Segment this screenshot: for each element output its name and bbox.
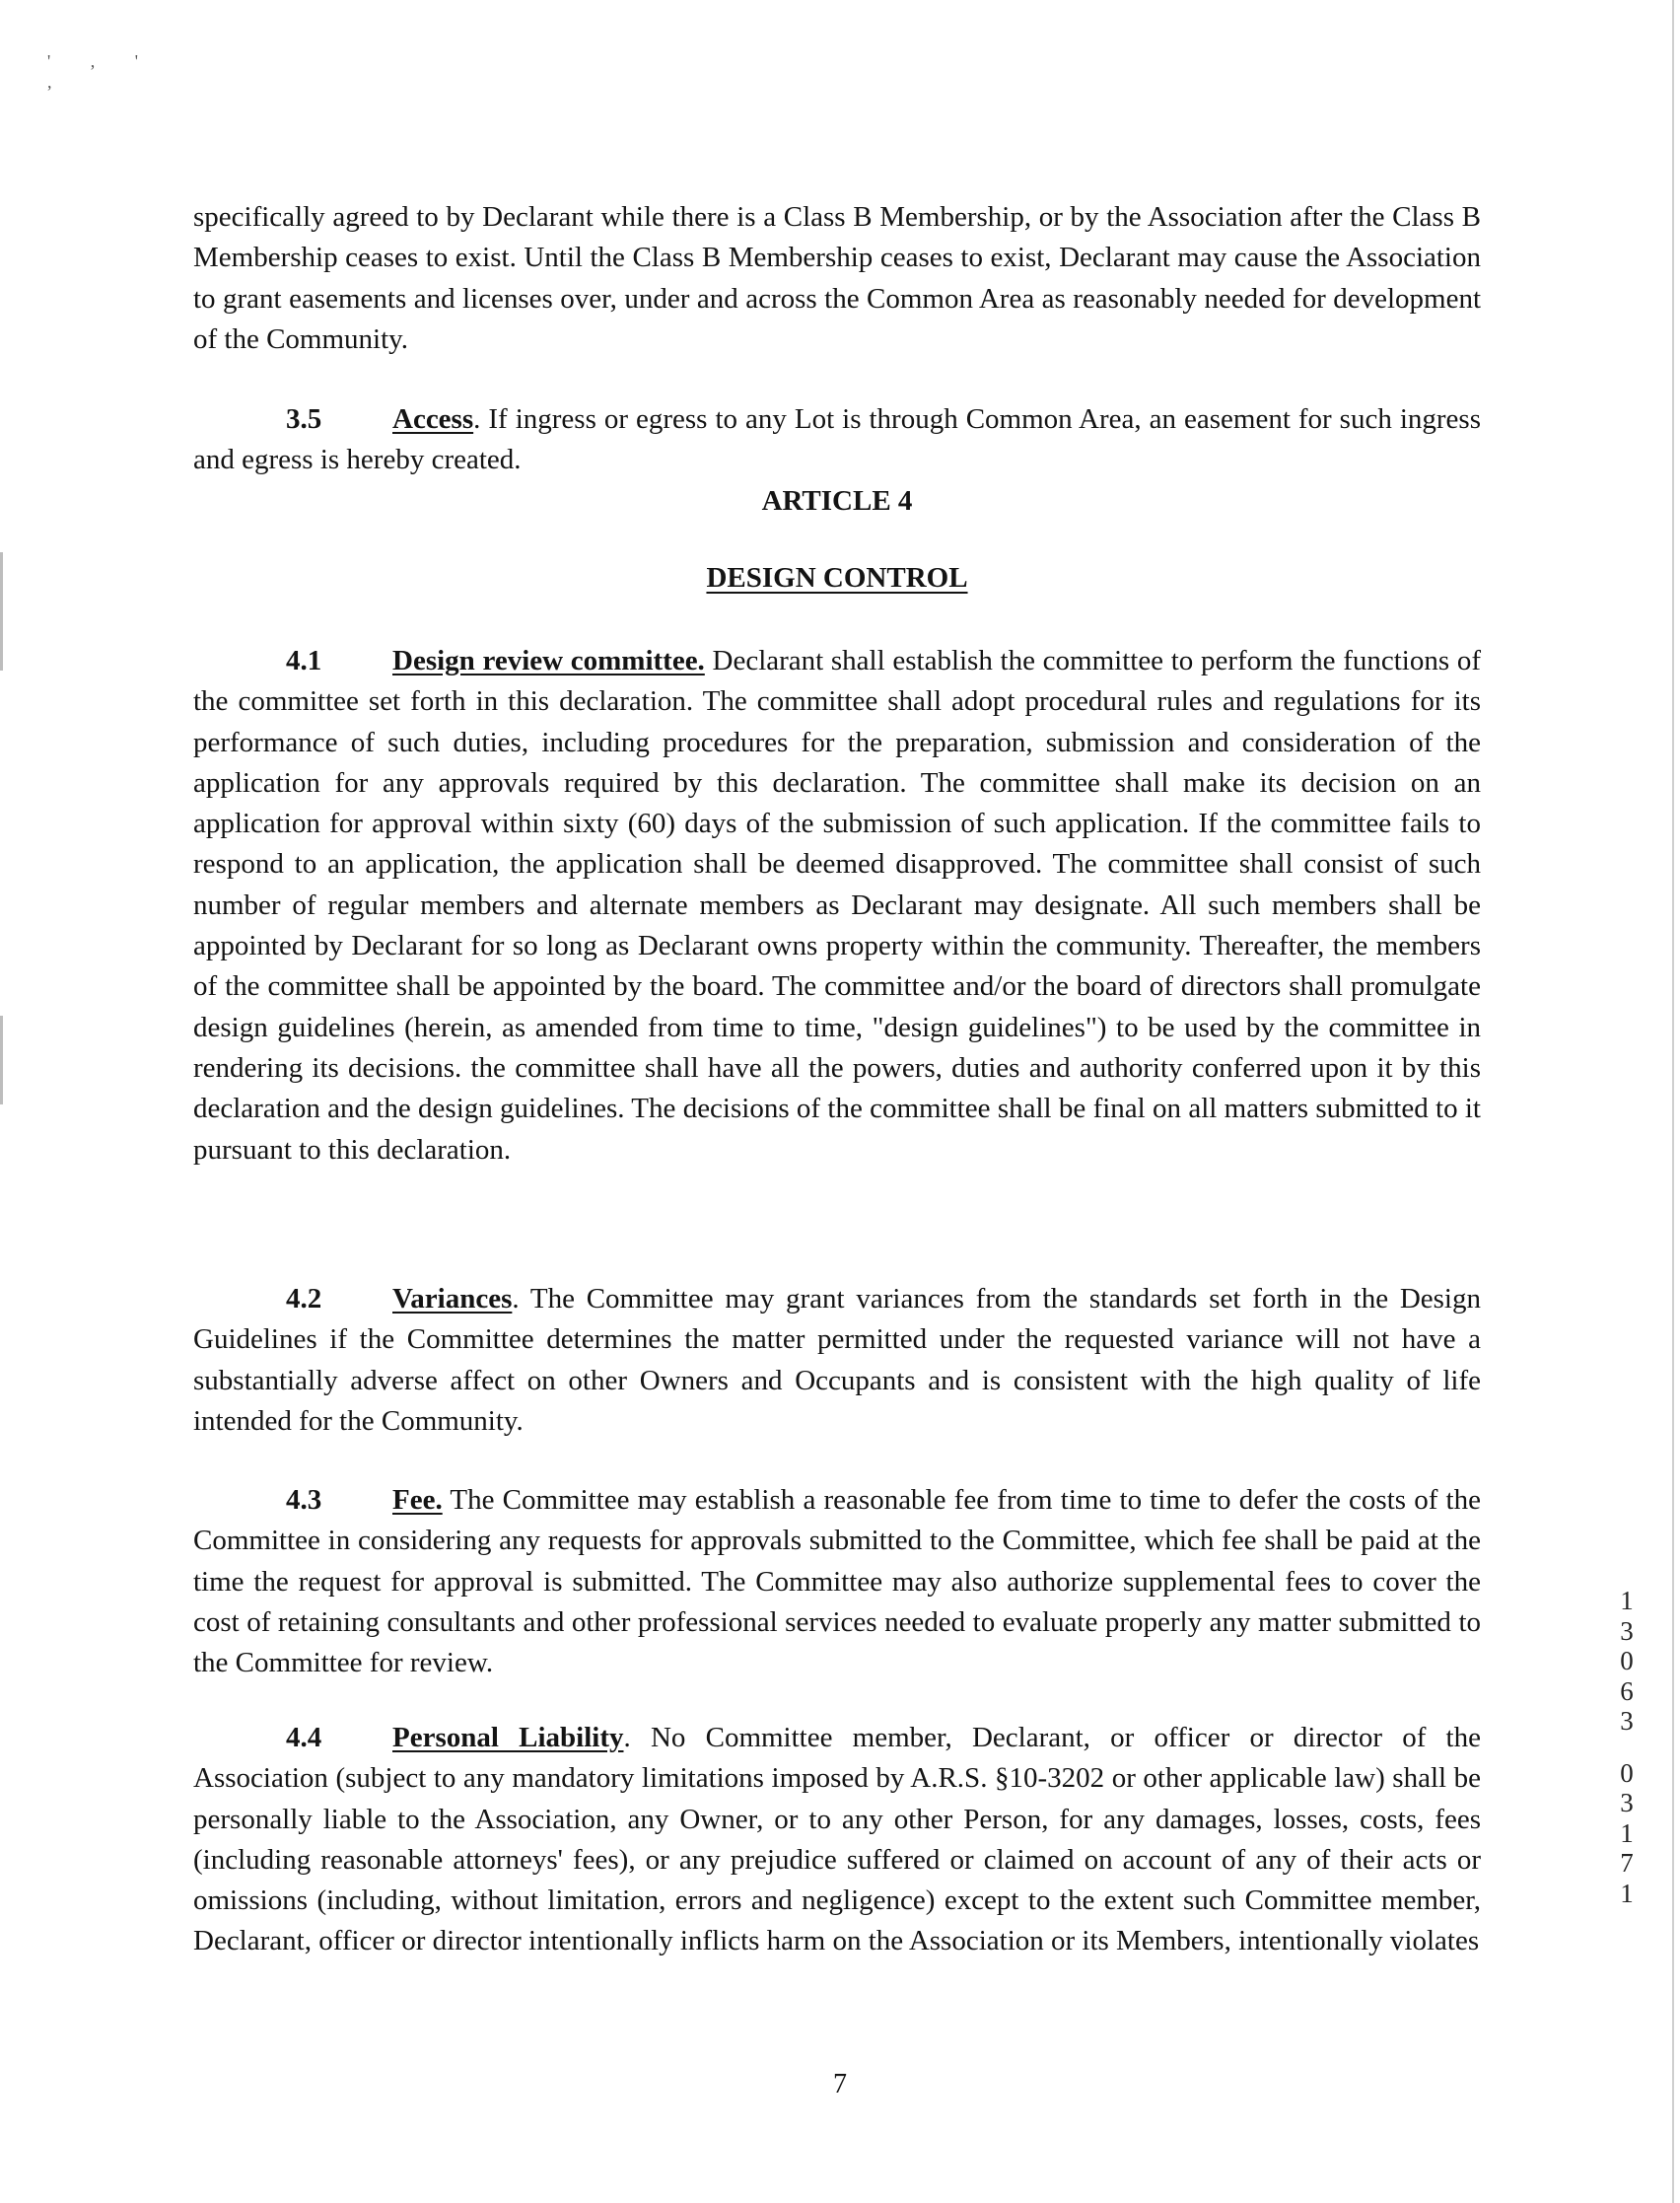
scan-artifact-marks: ' , ' , — [47, 51, 156, 92]
section-text: . The Committee may grant variances from the standards set forth in the Design Guidelines if the Committee determines the matter permitted under the requested variance will not have a substantially adverse affect on other Owners and Occupants and is consistent with the high quality of life intended for the Community. — [193, 1283, 1481, 1437]
recording-digit: 0 — [1620, 1757, 1634, 1788]
section-4-3 — [193, 1480, 1481, 1683]
intro-paragraph: specifically agreed to by Declarant while there is a Class B Membership, or by the Association after the Class B Membership ceases to exist. Until the Class B Membership ceases to exist, Declarant may cause the Association to grant easements and licenses over, under and across the Common Area as reasonably needed for development of the Community. — [193, 201, 1481, 355]
section-4-1-paragraph — [193, 641, 1481, 1171]
section-number: 4.3 — [286, 1484, 322, 1516]
section-4-3-paragraph — [193, 1480, 1481, 1683]
recording-number — [1607, 1586, 1646, 1908]
recording-gap — [1607, 1737, 1646, 1758]
section-4-1 — [193, 641, 1481, 1171]
section-number: 4.1 — [286, 645, 322, 676]
section-text: The Committee may establish a reasonable fee from time to time to defer the costs of the Committee in considering any requests for approvals submitted to the Committee, which fee shall be paid at the time the request for approval is submitted. The Committee may also authorize supplemental fees to cover the cost of retaining consultants and other professional services needed to evaluate properly any matter submitted to the Committee for review. — [193, 1484, 1481, 1679]
section-text: Declarant shall establish the committee to perform the functions of the committee set forth in this declaration. The committee shall adopt procedural rules and regulations for its performance of such duties, including procedures for the preparation, submission and consideration of the application for any approvals required by this declaration. The committee shall make its decision on an application for approval within sixty (60) days of the submission of such application. If the committee fails to respond to an application, the application shall be deemed disapproved. The committee shall consist of such number of regular members and alternate members as Declarant may designate. All such members shall be appointed by Declarant for so long as Declarant owns property within the community. Thereafter, the members of the committee shall be appointed by the board. The committee and/or the board of directors shall promulgate design guidelines (herein, as amended from time to time, "design guidelines") to be used by the committee in rendering its decisions. the committee shall have all the powers, duties and authority conferred upon it by this declaration and the design guidelines. The decisions of the committee shall be final on all matters submitted to it pursuant to this declaration. — [193, 645, 1481, 1166]
section-3-5-paragraph — [193, 399, 1481, 481]
recording-digit: 3 — [1620, 1706, 1634, 1736]
section-3-5 — [193, 399, 1481, 481]
page-number: 7 — [833, 2069, 847, 2099]
section-4-4-paragraph — [193, 1718, 1481, 1962]
scan-edge-mark — [0, 1016, 3, 1104]
section-heading: Design review committee. — [392, 645, 705, 676]
section-4-2 — [193, 1279, 1481, 1442]
section-number: 4.4 — [286, 1722, 322, 1753]
article-title — [193, 562, 1481, 595]
recording-digit: 7 — [1620, 1848, 1634, 1878]
section-text: . No Committee member, Declarant, or officer or director of the Association (subject to any mandatory limitations imposed by A.R.S. §10-3202 or other applicable law) shall be personally liable to the Association, any Owner, or to any other Person, for any damages, losses, costs, fees (including reasonable attorneys' fees), or any prejudice suffered or claimed on account of any of their acts or omissions (including, without limitation, errors and negligence) except to the extent such Committee member, Declarant, officer or director intentionally inflicts harm on the Association or its Members, intentionally violates — [193, 1722, 1481, 1957]
article-label: ARTICLE 4 — [761, 485, 913, 517]
section-heading: Access — [392, 403, 474, 435]
section-number: 3.5 — [286, 403, 322, 435]
recording-digit: 3 — [1620, 1615, 1634, 1646]
recording-digit: 1 — [1620, 1878, 1634, 1908]
scan-edge-mark — [0, 552, 3, 671]
article-title-text: DESIGN CONTROL — [706, 562, 968, 594]
recording-digit: 3 — [1620, 1788, 1634, 1817]
recording-digit: 1 — [1620, 1817, 1634, 1848]
section-heading: Personal Liability — [392, 1722, 624, 1753]
section-number: 4.2 — [286, 1283, 322, 1315]
section-4-4 — [193, 1718, 1481, 1962]
section-heading: Fee. — [392, 1484, 443, 1516]
intro-paragraph-block — [193, 197, 1481, 360]
section-4-2-paragraph — [193, 1279, 1481, 1442]
section-text: . If ingress or egress to any Lot is through Common Area, an easement for such ingress and egress is hereby created. — [193, 403, 1481, 476]
recording-digit: 6 — [1620, 1675, 1634, 1706]
recording-digit: 1 — [1620, 1586, 1634, 1615]
recording-digit: 0 — [1620, 1646, 1634, 1675]
section-heading: Variances — [392, 1283, 513, 1315]
page-edge-line — [1672, 0, 1674, 2203]
